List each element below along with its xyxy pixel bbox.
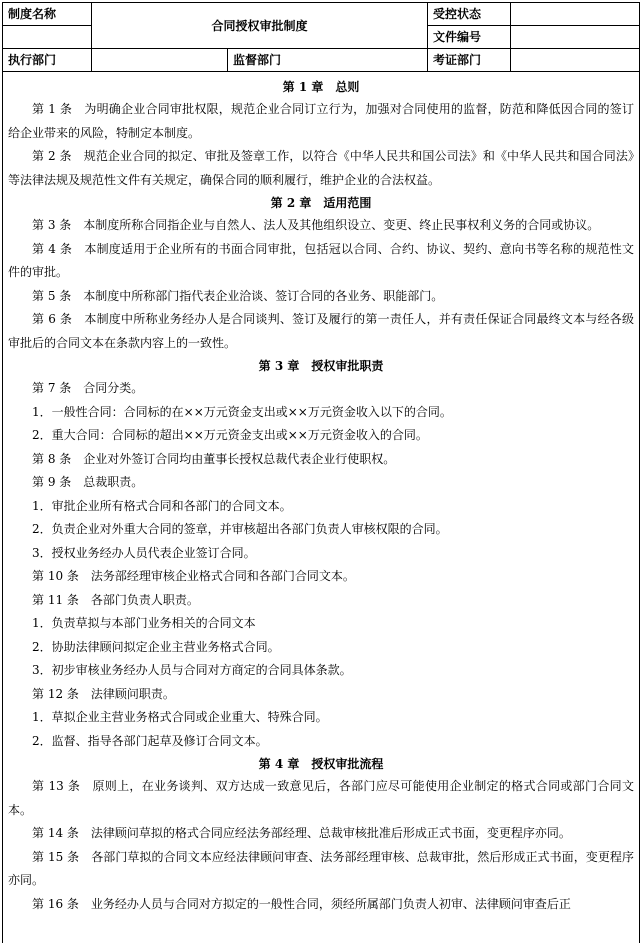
document-body — [2, 72, 640, 943]
doc-number-label: 文件编号 — [428, 26, 511, 49]
article-paragraph: 第 3 条 本制度所称合同指企业与自然人、法人及其他组织设立、变更、终止民事权利义务的合同或协议。 — [32, 218, 600, 232]
list-item: 2．重大合同：合同标的超出××万元资金支出或××万元资金收入的合同。 — [32, 428, 428, 442]
doc-number-value — [511, 26, 640, 49]
system-name-label-cont — [3, 26, 92, 49]
chapter-heading: 第 1 章 总则 — [282, 80, 360, 94]
article-paragraph: 第 5 条 本制度中所称部门指代表企业洽谈、签订合同的各业务、职能部门。 — [32, 288, 444, 303]
chapter-heading: 第 2 章 适用范围 — [270, 196, 372, 210]
article-paragraph: 第 4 条 本制度适用于企业所有的书面合同审批，包括冠以合同、合约、协议、契约、意向书等名称的规范性文件的审批。 — [8, 241, 634, 279]
control-status-label: 受控状态 — [428, 3, 511, 26]
article-paragraph: 第 13 条 原则上，在业务谈判、双方达成一致意见后，各部门应尽可能使用企业制定的格式合同或部门合同文本。 — [8, 779, 634, 817]
article-paragraph: 第 7 条 合同分类。 — [32, 381, 144, 395]
article-paragraph: 第 8 条 企业对外签订合同均由董事长授权总裁代表企业行使职权。 — [32, 451, 396, 466]
chapter-heading: 第 4 章 授权审批流程 — [258, 757, 384, 771]
list-item: 2．负责企业对外重大合同的签章，并审核超出各部门负责人审核权限的合同。 — [32, 522, 448, 536]
article-paragraph: 第 6 条 本制度中所称业务经办人是合同谈判、签订及履行的第一责任人，并有责任保证合同最终文本与经各级审批后的合同文本在条款内容上的一致性。 — [8, 312, 634, 350]
article-paragraph: 第 16 条 业务经办人员与合同对方拟定的一般性合同，须经所属部门负责人初审、法律顾问审查后正 — [32, 896, 571, 911]
article-paragraph: 第 14 条 法律顾问草拟的格式合同应经法务部经理、总裁审核批准后形成正式书面，变更程序亦同。 — [32, 826, 571, 840]
list-item: 3．授权业务经办人员代表企业签订合同。 — [32, 545, 256, 560]
header-table — [2, 2, 640, 72]
control-status-value — [511, 3, 640, 26]
list-item: 2．协助法律顾问拟定企业主营业务格式合同。 — [32, 639, 280, 654]
supervise-dept-cell — [228, 49, 428, 72]
article-paragraph: 第 1 条 为明确企业合同审批权限，规范企业合同订立行为，加强对合同使用的监督，防范和降低因合同的签订给企业带来的风险，特制定本制度。 — [8, 102, 634, 140]
supervise-dept-label: 监督部门 — [233, 53, 282, 67]
exec-dept-label: 执行部门 — [3, 49, 92, 72]
list-item: 1．负责草拟与本部门业务相关的合同文本 — [32, 616, 256, 630]
list-item: 1．草拟企业主营业务格式合同或企业重大、特殊合同。 — [32, 710, 328, 724]
article-paragraph: 第 12 条 法律顾问职责。 — [32, 686, 175, 701]
article-paragraph: 第 9 条 总裁职责。 — [32, 475, 144, 489]
verify-dept-label: 考证部门 — [428, 49, 511, 72]
article-paragraph: 第 2 条 规范企业合同的拟定、审批及签章工作，以符合《中华人民共和国公司法》和《中华人民共和国合同法》等法律法规及规范性文件有关规定，确保合同的顺利履行，维护企业的合法权益。 — [8, 149, 634, 187]
list-item: 3．初步审核业务经办人员与合同对方商定的合同具体条款。 — [32, 663, 352, 677]
list-item: 1．一般性合同：合同标的在××万元资金支出或××万元资金收入以下的合同。 — [32, 404, 452, 419]
system-name-label: 制度名称 — [3, 3, 92, 26]
article-paragraph: 第 11 条 各部门负责人职责。 — [32, 592, 199, 607]
chapter-heading: 第 3 章 授权审批职责 — [258, 359, 384, 373]
system-name-value: 合同授权审批制度 — [92, 3, 428, 49]
article-paragraph: 第 10 条 法务部经理审核企业格式合同和各部门合同文本。 — [32, 569, 355, 583]
exec-dept-value — [92, 49, 228, 72]
verify-dept-value — [511, 49, 640, 72]
list-item: 1．审批企业所有格式合同和各部门的合同文本。 — [32, 498, 292, 513]
list-item: 2．监督、指导各部门起草及修订合同文本。 — [32, 733, 268, 748]
article-paragraph: 第 15 条 各部门草拟的合同文本应经法律顾问审查、法务部经理审核、总裁审批，然后形成正式书面，变更程序亦同。 — [8, 849, 634, 887]
